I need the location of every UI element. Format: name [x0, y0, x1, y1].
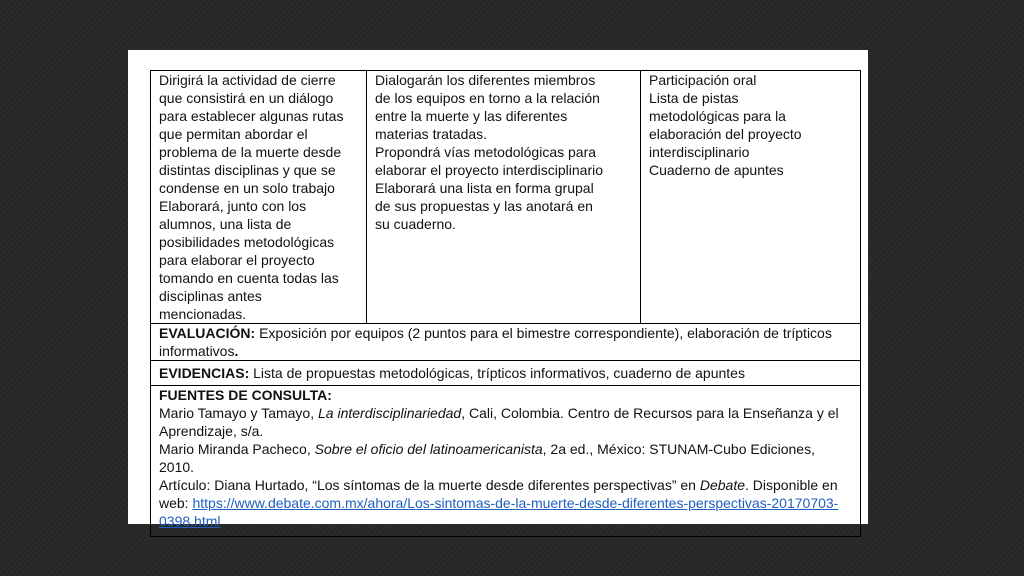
reference-3: Artículo: Diana Hurtado, “Los síntomas de la muerte desde diferentes perspectivas” en Debate. Disponible en web: https://www.debate.com.mx/ahora/Los-sintomas-de-la-muerte-desde-diferentes-perspectivas-20170703-0398.html	[159, 477, 839, 529]
evidences-label: EVIDENCIAS:	[159, 365, 250, 381]
slide-page	[128, 50, 868, 529]
evidences-row	[151, 361, 861, 386]
activities-row	[151, 71, 861, 324]
reference-1: Mario Tamayo y Tamayo, La interdisciplinariedad, Cali, Colombia. Centro de Recursos para la Enseñanza y el Aprendizaje, s/a.	[159, 405, 839, 439]
sources-label: FUENTES DE CONSULTA:	[159, 387, 332, 403]
teacher-activity-cell	[151, 71, 367, 324]
evidence-products-text: Participación oral Lista de pistas metodológicas para la elaboración del proyecto interdisciplinario Cuaderno de apuntes	[649, 72, 802, 178]
evidences-text: Lista de propuestas metodológicas, trípticos informativos, cuaderno de apuntes	[249, 365, 745, 381]
student-activity-text: Dialogarán los diferentes miembros de los equipos en torno a la relación entre la muerte y las diferentes materias tratadas. Propondrá vías metodológicas para elaborar el proyecto interdisciplinario Elaborará una lista en forma grupal de sus propuestas y las anotará en su cuaderno.	[375, 72, 604, 232]
evidence-products-cell	[641, 71, 861, 324]
teacher-activity-text: Dirigirá la actividad de cierre que consistirá en un diálogo para establecer algunas rutas que permitan abordar el problema de la muerte desde distintas disciplinas y que se condense en un solo trabajo Elaborará, junto con los alumnos, una lista de posibilidades metodológicas para elaborar el proyecto tomando en cuenta todas las disciplinas antes mencionadas.	[159, 72, 344, 322]
evaluation-text: Exposición por equipos (2 puntos para el bimestre correspondiente), elaboración de trípticos informativos	[159, 325, 832, 359]
evaluation-row	[151, 324, 861, 361]
evaluation-cell	[151, 324, 861, 361]
article-link[interactable]: https://www.debate.com.mx/ahora/Los-sintomas-de-la-muerte-desde-diferentes-perspectivas-20170703-0398.html	[159, 495, 839, 529]
evaluation-label: EVALUACIÓN:	[159, 325, 256, 341]
sources-cell	[151, 386, 861, 537]
reference-2: Mario Miranda Pacheco, Sobre el oficio del latinoamericanista, 2a ed., México: STUNAM-Cubo Ediciones, 2010.	[159, 441, 815, 475]
planning-table	[150, 70, 861, 537]
evaluation-end: .	[234, 343, 239, 359]
sources-row	[151, 386, 861, 537]
student-activity-cell	[367, 71, 641, 324]
evidences-cell	[151, 361, 861, 386]
